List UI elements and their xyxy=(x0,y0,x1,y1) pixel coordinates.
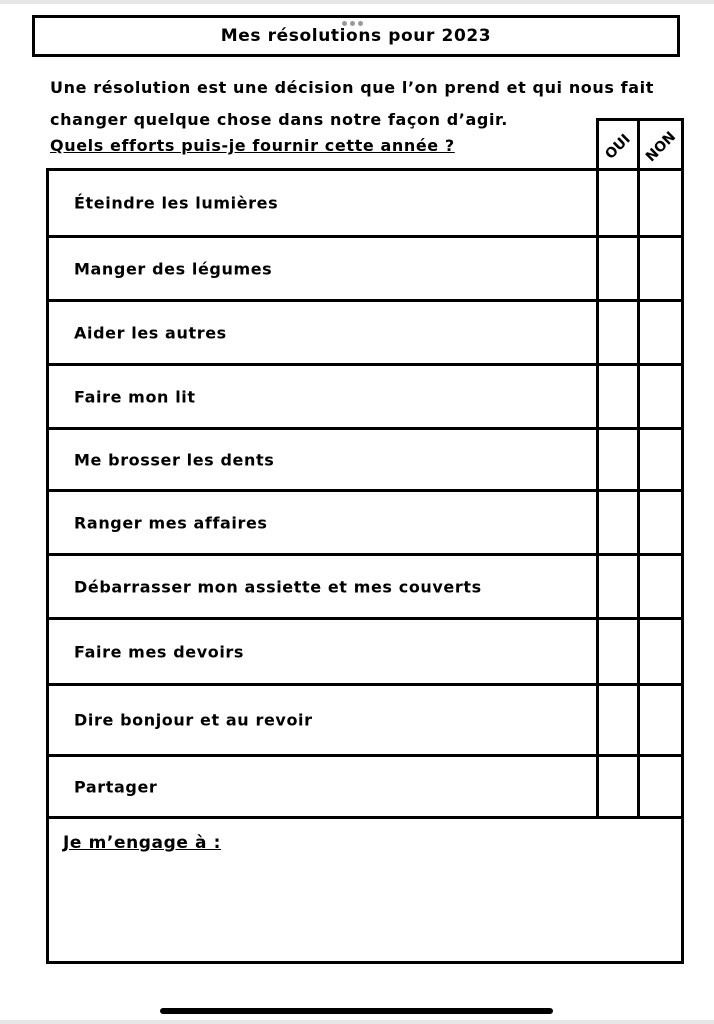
column-header-no-label: NON xyxy=(642,128,679,165)
home-indicator[interactable] xyxy=(160,1008,553,1014)
table-row xyxy=(49,556,681,620)
resolution-label: Aider les autres xyxy=(74,323,227,342)
yes-column-divider xyxy=(596,171,599,816)
resolutions-table xyxy=(46,168,684,819)
table-row xyxy=(49,620,681,686)
intro-line-1: Une résolution est une décision que l’on prend et qui nous fait xyxy=(50,78,654,97)
resolution-label: Manger des légumes xyxy=(74,259,273,278)
bottom-strip xyxy=(0,1020,714,1024)
resolution-label: Ranger mes affaires xyxy=(74,513,268,532)
resolution-label: Débarrasser mon assiette et mes couverts xyxy=(74,577,482,596)
top-strip xyxy=(0,0,714,4)
resolution-label: Partager xyxy=(74,777,158,796)
table-row xyxy=(49,430,681,492)
column-header-yes xyxy=(596,118,640,172)
commitment-box xyxy=(46,816,684,964)
table-row xyxy=(49,171,681,238)
table-row xyxy=(49,492,681,556)
intro-paragraph xyxy=(50,72,680,136)
resolution-label: Me brosser les dents xyxy=(74,450,275,469)
resolution-label: Faire mes devoirs xyxy=(74,642,245,661)
resolution-label: Dire bonjour et au revoir xyxy=(74,710,313,730)
table-row xyxy=(49,238,681,302)
intro-line-2: changer quelque chose dans notre façon d’agir. xyxy=(50,110,508,129)
resolution-label: Éteindre les lumières xyxy=(74,193,279,213)
column-header-yes-label: OUI xyxy=(602,130,634,163)
no-column-divider xyxy=(637,171,640,816)
table-row xyxy=(49,366,681,430)
worksheet-title-text: Mes résolutions pour 2023 xyxy=(220,26,492,46)
worksheet-title xyxy=(32,15,680,57)
table-row xyxy=(49,302,681,366)
table-row xyxy=(49,757,681,819)
question-heading: Quels efforts puis-je fournir cette année ? xyxy=(50,136,455,155)
column-header-no xyxy=(637,118,684,172)
commitment-label: Je m’engage à : xyxy=(63,833,222,853)
table-row xyxy=(49,686,681,757)
resolution-label: Faire mon lit xyxy=(74,387,196,406)
